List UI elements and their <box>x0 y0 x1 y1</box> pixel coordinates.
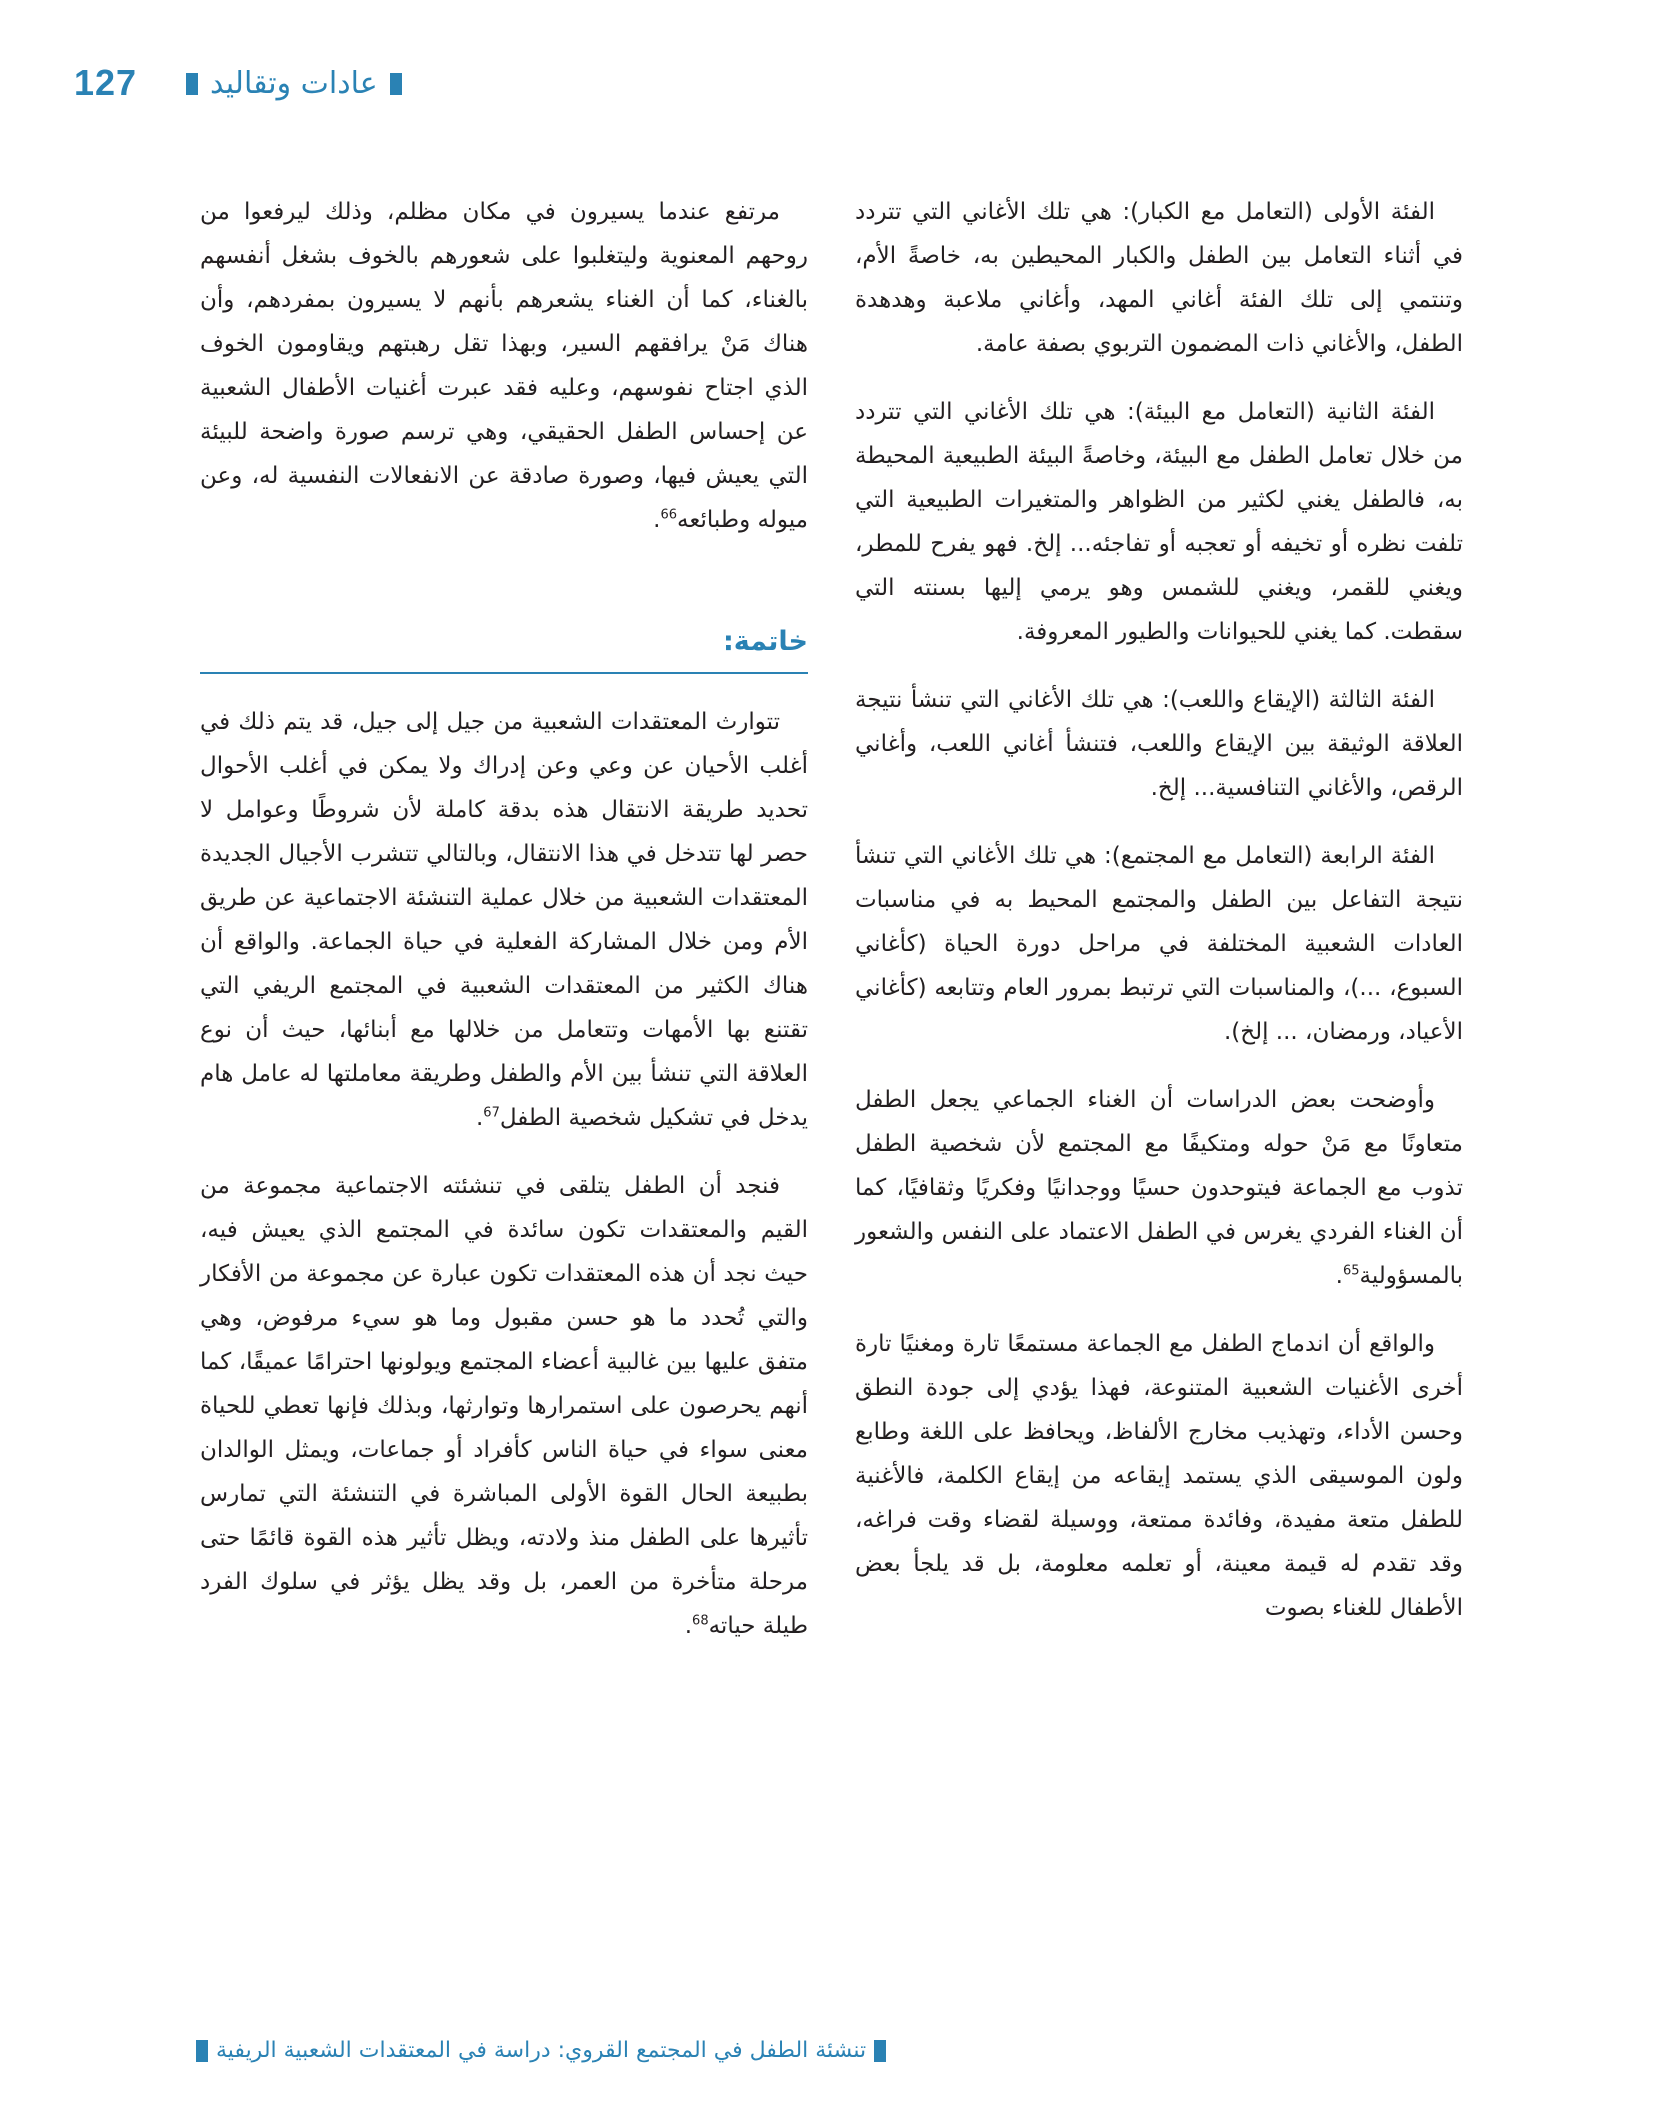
header-marker-right <box>390 73 402 95</box>
paragraph: الفئة الأولى (التعامل مع الكبار): هي تلك الأغاني التي تتردد في أثناء التعامل بين الطفل والكبار المحيطين به، خاصةً الأم، وتنتمي إلى تلك الفئة أغاني المهد، وأغاني ملاعبة وهدهدة الطفل، والأغاني ذات المضمون التربوي بصفة عامة. <box>855 199 1463 357</box>
footnote-ref: 66 <box>660 507 678 523</box>
footer-title: تنشئة الطفل في المجتمع القروي: دراسة في المعتقدات الشعبية الريفية <box>216 2038 867 2063</box>
paragraph: الفئة الثانية (التعامل مع البيئة): هي تلك الأغاني التي تتردد من خلال تعامل الطفل مع البيئة، وخاصةً البيئة الطبيعية المحيطة به، فالطفل يغني لكثير من الظواهر والمتغيرات الطبيعية التي تلفت نظره أو تخيفه أو تعجبه أو تفاجئه... إلخ. فهو يفرح للمطر، ويغني للقمر، ويغني للشمس وهو يرمي إليها بسنته التي سقطت. كما يغني للحيوانات والطيور المعروفة. <box>855 399 1463 645</box>
footnote-ref: 68 <box>692 1613 709 1629</box>
paragraph: مرتفع عندما يسيرون في مكان مظلم، وذلك ليرفعوا من روحهم المعنوية وليتغلبوا على شعورهم بالخوف بشغل أنفسهم بالغناء، كما أن الغناء يشعرهم بأنهم لا يسيرون بمفردهم، وأن هناك مَنْ يرافقهم السير، وبهذا تقل رهبتهم ويقاومون الخوف الذي اجتاح نفوسهم، وعليه فقد عبرت أغنيات الأطفال الشعبية عن إحساس الطفل الحقيقي، وهي ترسم صورة واضحة للبيئة التي يعيش فيها، وصورة صادقة عن الانفعالات النفسية له، وعن ميوله وطبائعه$^{66}$. <box>200 199 808 533</box>
paragraph: وأوضحت بعض الدراسات أن الغناء الجماعي يجعل الطفل متعاونًا مع مَنْ حوله ومتكيفًا مع المجتمع لأن شخصية الطفل تذوب مع الجماعة فيتوحدون حسيًا ووجدانيًا وفكريًا وثقافيًا، كما أن الغناء الفردي يغرس في الطفل الاعتماد على النفس والشعور بالمسؤولية$^{65}$. <box>855 1087 1463 1289</box>
left-column <box>200 190 808 1672</box>
paragraph: والواقع أن اندماج الطفل مع الجماعة مستمعًا تارة ومغنيًا تارة أخرى الأغنيات الشعبية المتنوعة، فهذا يؤدي إلى جودة النطق وحسن الأداء، وتهذيب مخارج الألفاظ، ويحافظ على اللغة وطابع ولون الموسيقى الذي يستمد إيقاعه من إيقاع الكلمة، فالأغنية للطفل متعة مفيدة، وفائدة ممتعة، ووسيلة لقضاء وقت فراغه، وقد تقدم له قيمة معينة، أو تعلمه معلومة، بل قد يلجأ بعض الأطفال للغناء بصوت <box>855 1331 1463 1621</box>
heading-divider <box>200 672 808 674</box>
conclusion-heading: خاتمة: <box>722 626 808 657</box>
paragraph: الفئة الثالثة (الإيقاع واللعب): هي تلك الأغاني التي تنشأ نتيجة العلاقة الوثيقة بين الإيقاع واللعب، فتنشأ أغاني اللعب، وأغاني الرقص، والأغاني التنافسية... إلخ. <box>855 687 1463 801</box>
section-header <box>186 66 402 101</box>
conclusion-heading-block <box>200 620 808 674</box>
paragraph: تتوارث المعتقدات الشعبية من جيل إلى جيل، قد يتم ذلك في أغلب الأحيان عن وعي وعن إدراك ولا يمكن في أغلب الأحوال تحديد طريقة الانتقال هذه بدقة كاملة لأن شروطًا وعوامل لا حصر لها تتدخل في هذا الانتقال، وبالتالي تتشرب الأجيال الجديدة المعتقدات الشعبية من خلال عملية التنشئة الاجتماعية عن طريق الأم ومن خلال المشاركة الفعلية في حياة الجماعة. والواقع أن هناك الكثير من المعتقدات الشعبية في المجتمع الريفي التي تقتنع بها الأمهات وتتعامل من خلالها مع أبنائها، حيث أن نوع العلاقة التي تنشأ بين الأم والطفل وطريقة معاملتها له عامل هام يدخل في تشكيل شخصية الطفل$^{67}$. <box>200 709 808 1131</box>
footer <box>196 2038 886 2063</box>
paragraph: الفئة الرابعة (التعامل مع المجتمع): هي تلك الأغاني التي تنشأ نتيجة التفاعل بين الطفل والمجتمع المحيط به في مناسبات العادات الشعبية المختلفة في مراحل دورة الحياة (كأغاني السبوع، ...)، والمناسبات التي ترتبط بمرور العام وتتابعه (كأغاني الأعياد، ورمضان، ... إلخ). <box>855 843 1463 1045</box>
right-column <box>855 190 1463 1654</box>
footnote-ref: 65 <box>1342 1263 1360 1279</box>
header-marker-left <box>186 73 198 95</box>
section-title: عادات وتقاليد <box>210 66 378 101</box>
paragraph: فنجد أن الطفل يتلقى في تنشئته الاجتماعية مجموعة من القيم والمعتقدات تكون سائدة في المجتمع الذي يعيش فيه، حيث نجد أن هذه المعتقدات تكون عبارة عن مجموعة من الأفكار والتي تُحدد ما هو حسن مقبول وما هو سيء مرفوض، وهي متفق عليها بين غالبية أعضاء المجتمع ويولونها احترامًا عميقًا، كما أنهم يحرصون على استمرارها وتوارثها، وبذلك فإنها تعطي للحياة معنى سواء في حياة الناس كأفراد أو جماعات، ويمثل الوالدان بطبيعة الحال القوة الأولى المباشرة في التنشئة التي تمارس تأثيرها على الطفل منذ ولادته، ويظل تأثير هذه القوة قائمًا حتى مرحلة متأخرة من العمر، بل وقد يظل يؤثر في سلوك الفرد طيلة حياته$^{68}$. <box>200 1173 808 1639</box>
footnote-ref: 67 <box>483 1105 500 1121</box>
footer-marker-right <box>874 2040 886 2062</box>
page-number: 127 <box>74 62 138 103</box>
footer-marker-left <box>196 2040 208 2062</box>
